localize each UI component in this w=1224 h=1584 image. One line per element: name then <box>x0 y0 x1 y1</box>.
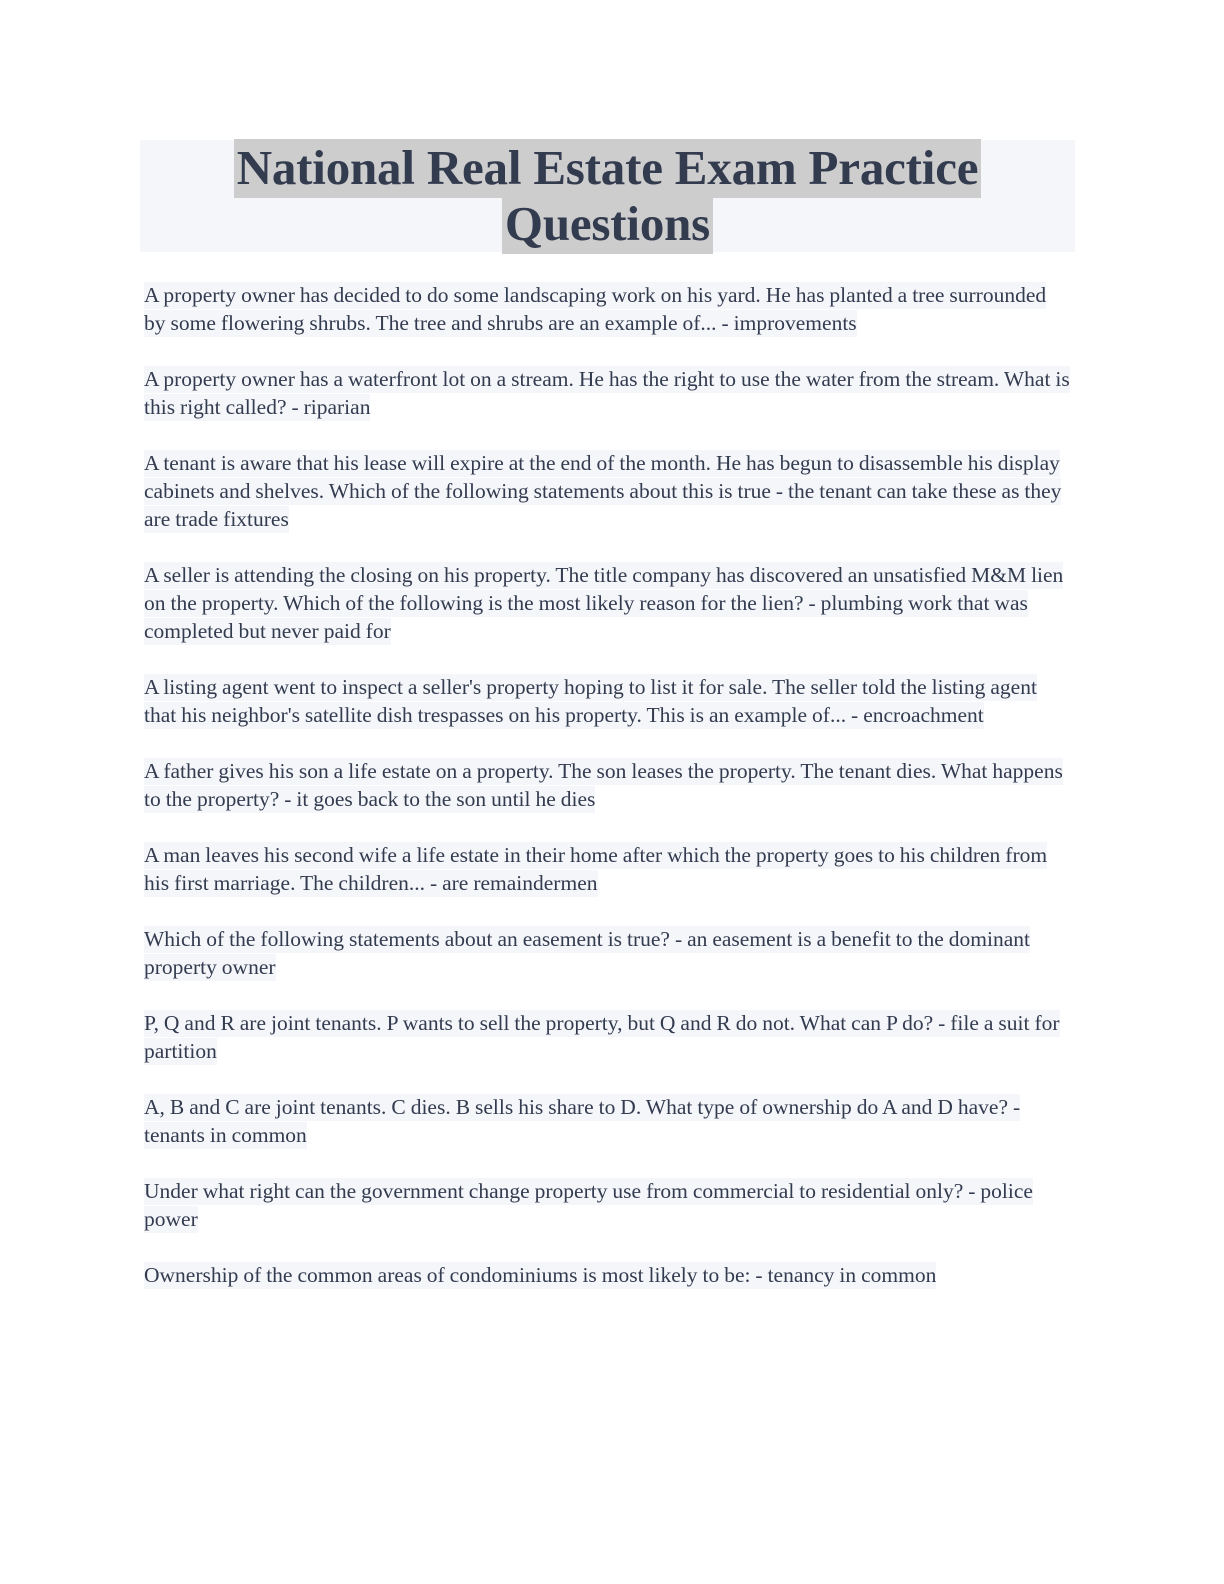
question-text: Which of the following statements about an easement is true? - an easement is a benefit to the dominant property owner <box>144 927 1030 979</box>
question-item <box>144 1261 1070 1289</box>
question-item <box>144 449 1070 533</box>
question-item <box>144 1177 1070 1233</box>
question-text: A seller is attending the closing on his property. The title company has discovered an unsatisfied M&M lien on the property. Which of the following is the most likely reason for the lien? - plumbing work that was completed but never paid for <box>144 563 1064 643</box>
question-text: A tenant is aware that his lease will expire at the end of the month. He has begun to disassemble his display cabinets and shelves. Which of the following statements about this is true - the tenant can take these as they are trade fixtures <box>144 451 1062 531</box>
question-text: A listing agent went to inspect a seller's property hoping to list it for sale. The seller told the listing agent that his neighbor's satellite dish trespasses on his property. This is an example of... - encroachment <box>144 675 1037 727</box>
question-list <box>144 281 1070 1289</box>
question-text: A property owner has decided to do some landscaping work on his yard. He has planted a tree surrounded by some flowering shrubs. The tree and shrubs are an example of... - improvements <box>144 283 1047 335</box>
question-text: A property owner has a waterfront lot on a stream. He has the right to use the water from the stream. What is this right called? - riparian <box>144 367 1070 419</box>
page-title-line-1: National Real Estate Exam Practice <box>234 139 982 198</box>
question-item <box>144 281 1070 337</box>
question-text: P, Q and R are joint tenants. P wants to sell the property, but Q and R do not. What can P do? - file a suit for partition <box>144 1011 1060 1063</box>
question-item <box>144 1009 1070 1065</box>
question-item <box>144 925 1070 981</box>
question-item <box>144 841 1070 897</box>
page-title-line-2: Questions <box>502 195 713 254</box>
title-band <box>140 140 1075 252</box>
question-text: Under what right can the government change property use from commercial to residential only? - police power <box>144 1179 1033 1231</box>
page-title <box>140 140 1075 252</box>
question-text: A man leaves his second wife a life estate in their home after which the property goes to his children from his first marriage. The children... - are remaindermen <box>144 843 1048 895</box>
question-item <box>144 673 1070 729</box>
question-text: A, B and C are joint tenants. C dies. B sells his share to D. What type of ownership do A and D have? - tenants in common <box>144 1095 1021 1147</box>
question-item <box>144 1093 1070 1149</box>
question-item <box>144 365 1070 421</box>
question-item <box>144 561 1070 645</box>
question-item <box>144 757 1070 813</box>
question-text: Ownership of the common areas of condominiums is most likely to be: - tenancy in common <box>144 1263 937 1287</box>
question-text: A father gives his son a life estate on a property. The son leases the property. The tenant dies. What happens to the property? - it goes back to the son until he dies <box>144 759 1063 811</box>
